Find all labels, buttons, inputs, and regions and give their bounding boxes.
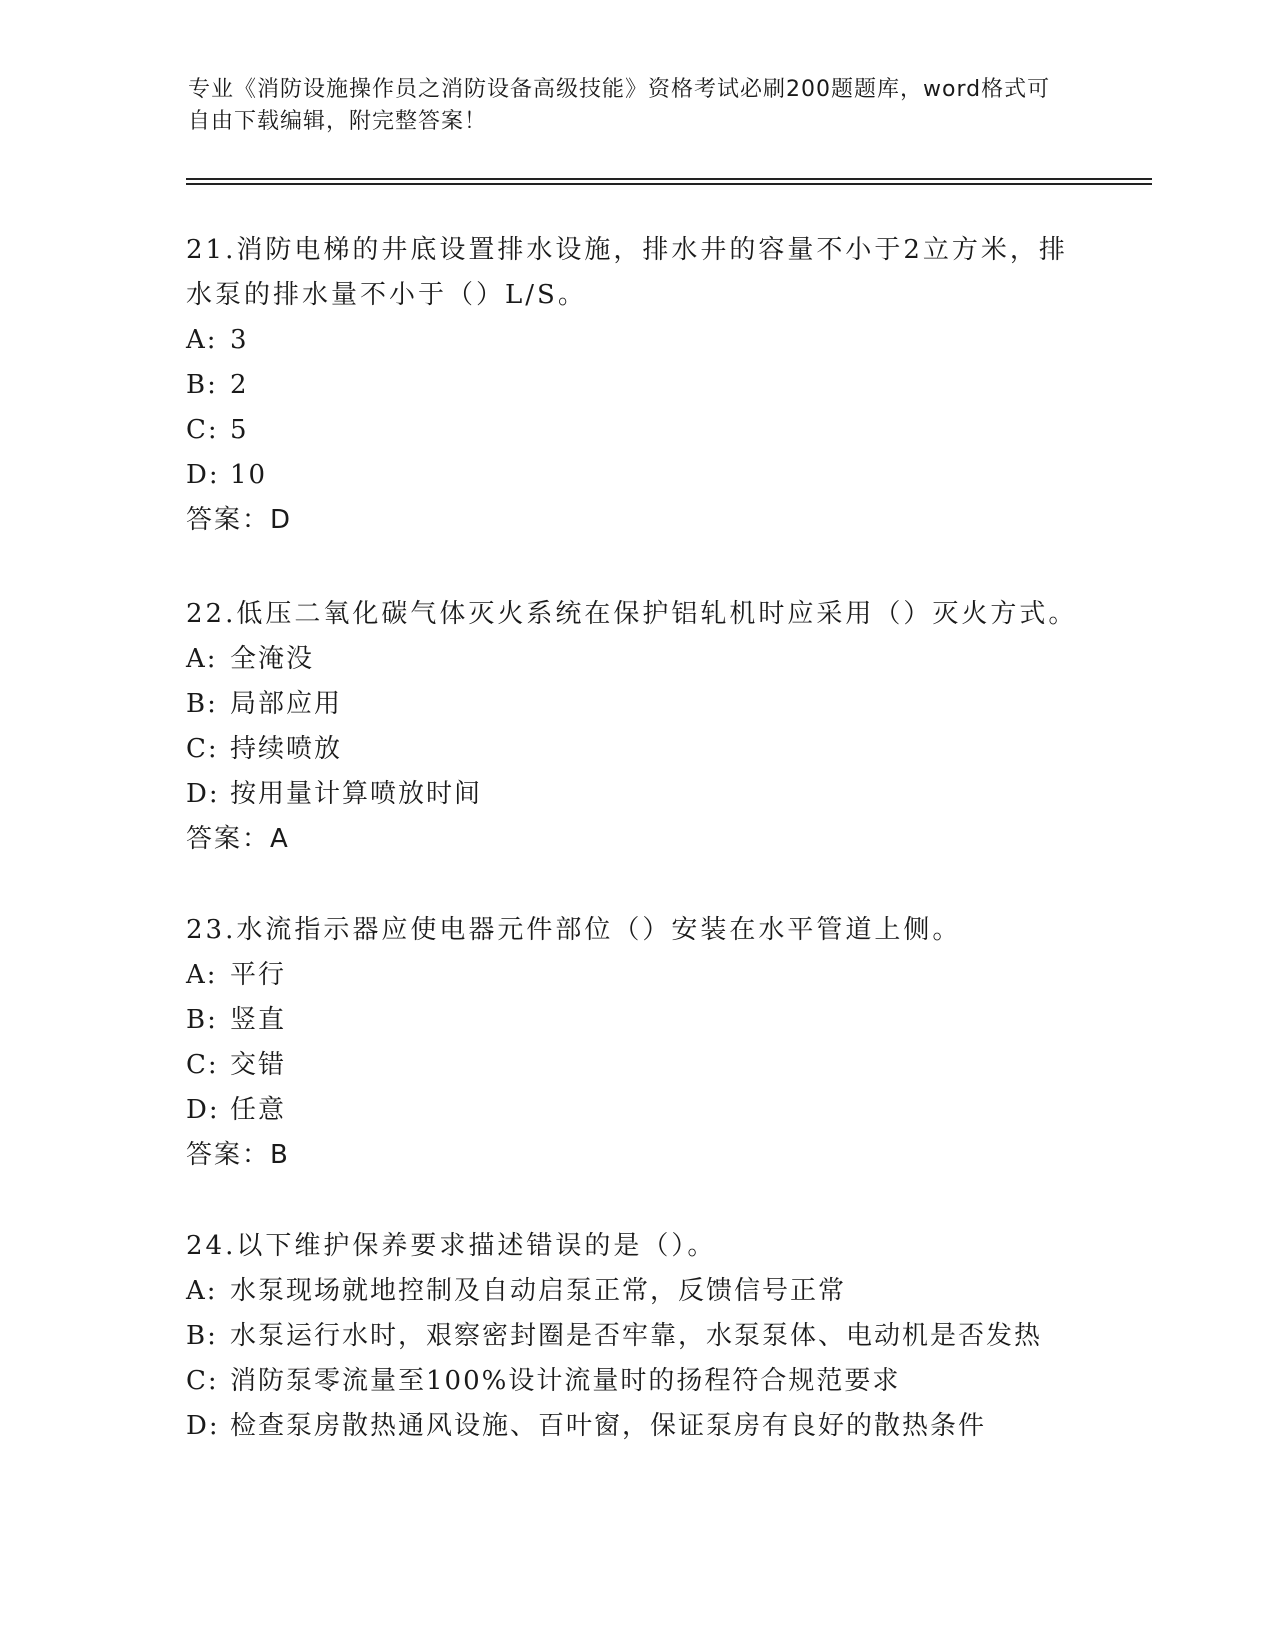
question-title: 23.水流指示器应使电器元件部位（）安装在水平管道上侧。	[186, 915, 962, 945]
option-a: A: 平行	[186, 960, 287, 990]
option-a: A: 3	[186, 325, 249, 355]
question-title: 24.以下维护保养要求描述错误的是（）。	[186, 1231, 717, 1261]
option-b: B: 水泵运行水时，艰察密封圈是否牢靠，水泵泵体、电动机是否发热	[186, 1321, 1043, 1351]
option-b: B: 2	[186, 370, 249, 400]
answer-line: 答案：D	[186, 505, 293, 535]
option-a: A: 全淹没	[186, 644, 315, 674]
answer-line: 答案：B	[186, 1140, 290, 1170]
answer-value: B	[270, 1140, 290, 1170]
question-24	[186, 1224, 1086, 1449]
option-b: B: 局部应用	[186, 689, 343, 719]
option-d: D: 10	[186, 460, 268, 490]
question-23	[186, 908, 1086, 1178]
option-c: C: 持续喷放	[186, 734, 343, 764]
option-c: C: 交错	[186, 1050, 287, 1080]
option-c: C: 5	[186, 415, 249, 445]
answer-line: 答案：A	[186, 824, 290, 854]
question-22	[186, 592, 1086, 862]
answer-value: D	[270, 505, 293, 535]
header-divider-bottom	[186, 183, 1152, 185]
option-d: D: 按用量计算喷放时间	[186, 779, 483, 809]
option-a: A: 水泵现场就地控制及自动启泵正常，反馈信号正常	[186, 1276, 847, 1306]
question-21	[186, 228, 1086, 543]
header-divider-top	[186, 178, 1152, 180]
option-d: D: 任意	[186, 1095, 287, 1125]
document-header: 专业《消防设施操作员之消防设备高级技能》资格考试必刷200题题库，word格式可自由下载编辑，附完整答案！	[188, 77, 1051, 134]
option-c: C: 消防泵零流量至100%设计流量时的扬程符合规范要求	[186, 1366, 901, 1396]
question-title: 21.消防电梯的井底设置排水设施，排水井的容量不小于2立方米，排水泵的排水量不小于（）L/S。	[186, 235, 1068, 310]
option-d: D: 检查泵房散热通风设施、百叶窗，保证泵房有良好的散热条件	[186, 1411, 987, 1441]
question-title: 22.低压二氧化碳气体灭火系统在保护铝轧机时应采用（）灭火方式。	[186, 599, 1078, 629]
answer-value: A	[270, 824, 290, 854]
option-b: B: 竖直	[186, 1005, 287, 1035]
